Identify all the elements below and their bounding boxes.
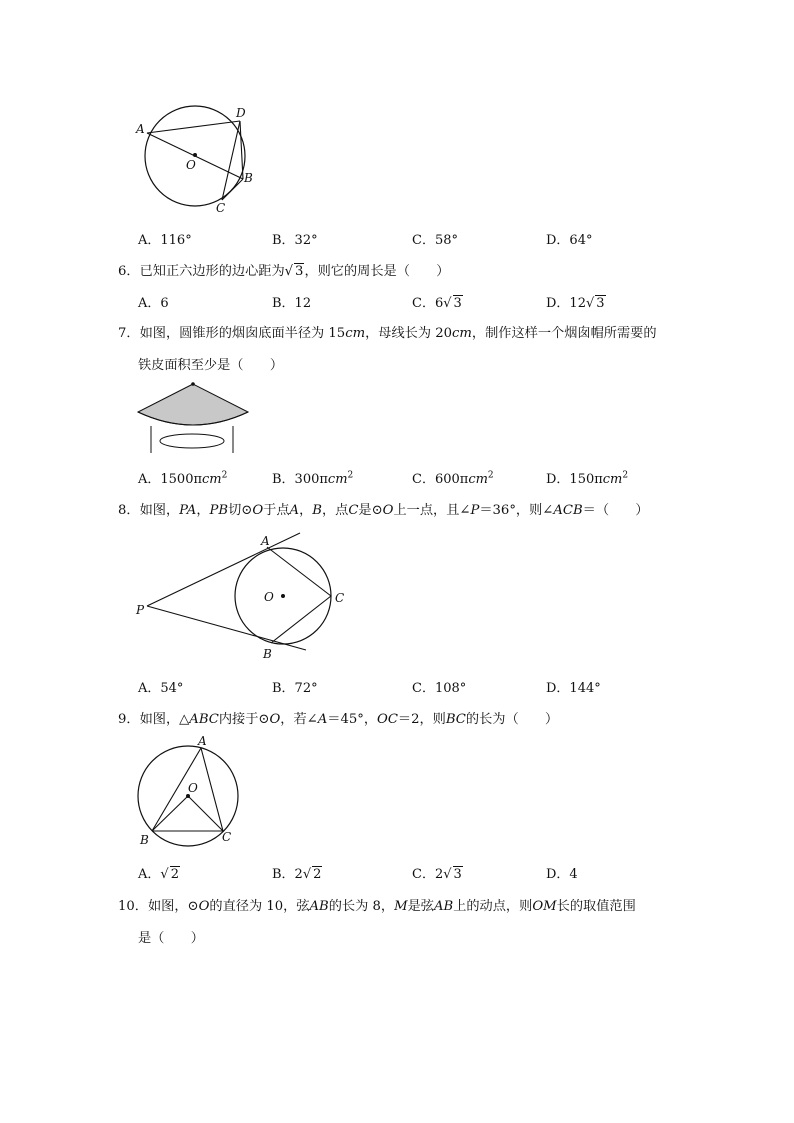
q10-t1: 10．如图，⊙	[118, 899, 199, 914]
q7-option-b-exp: 2	[347, 470, 354, 481]
q8-chord-ac	[267, 547, 331, 596]
q5-label-d: D	[236, 106, 246, 120]
q6-option-d-radicand: 3	[596, 296, 605, 311]
q5-center-point	[193, 153, 197, 157]
q8-c: C	[348, 503, 359, 518]
q6-text-post: ，则它的周长是（ ）	[304, 264, 450, 279]
q9-o: O	[269, 712, 281, 727]
q10-ab1: AB	[309, 899, 329, 914]
q10-ab2: AB	[433, 899, 454, 914]
q7-option-d-exp: 2	[622, 470, 629, 481]
q9-radius-oc	[188, 796, 223, 831]
q8-a: A	[289, 503, 300, 518]
q8-tangent-figure	[130, 525, 360, 665]
q8-p: P	[470, 503, 480, 518]
q8-t7: ＝36°，则∠	[479, 503, 554, 518]
q5-option-c: C．58°	[412, 233, 458, 248]
q8-o2: O	[382, 503, 394, 518]
q9-label-c: C	[222, 830, 232, 844]
q5-label-b: B	[244, 171, 253, 185]
q7-unit-2: cm	[452, 326, 472, 341]
q8-acb: ACB	[553, 503, 583, 518]
q8-pb: PB	[209, 503, 229, 518]
q10-t5: 上的动点，则	[453, 899, 533, 914]
q8-tangent-pb	[147, 606, 306, 650]
q7-apex-point	[191, 382, 195, 386]
q9-t6: 的长为（ ）	[465, 712, 559, 727]
q8-option-b: B．72°	[272, 681, 318, 696]
q9-a: A	[317, 712, 328, 727]
q9-option-a-sqrt: √ 2	[160, 867, 179, 882]
q9-t5: ＝2，则	[397, 712, 446, 727]
q6-option-c	[412, 292, 463, 311]
q8-chord-bc	[271, 596, 331, 643]
q8-label-a: A	[261, 534, 270, 548]
q9-abc: ABC	[189, 712, 219, 727]
q5-label-c: C	[216, 201, 226, 215]
q6-option-c-pre: C．6	[412, 296, 444, 311]
q6-option-d-pre: D．12	[546, 296, 586, 311]
q8-sep2: ，	[299, 503, 313, 518]
q8-t2: 切⊙	[228, 503, 253, 518]
q9-t4: ＝45°，	[327, 712, 378, 727]
q7-option-c-exp: 2	[487, 470, 494, 481]
q6-option-c-radicand: 3	[453, 296, 462, 311]
q9-t2: 内接于⊙	[218, 712, 270, 727]
q6-sqrt: √ 3	[284, 264, 304, 279]
q6-option-b: B．12	[272, 296, 312, 311]
q9-option-b-pre: B．2	[272, 867, 303, 882]
q10-om: OM	[532, 899, 557, 914]
q8-center-point	[281, 594, 285, 598]
q8-t5: 是⊙	[358, 503, 383, 518]
q7-option-c-unit: cm	[468, 472, 488, 487]
q9-option-c-pre: C．2	[412, 867, 444, 882]
q9-t3: ，若∠	[280, 712, 318, 727]
q7-pipe-ellipse	[160, 434, 224, 448]
q5-option-a: A．116°	[138, 233, 192, 248]
q8-t4: ，点	[321, 503, 349, 518]
q5-segment-db	[240, 121, 243, 179]
q8-label-p: P	[136, 603, 145, 617]
q7-option-d-num: D．150π	[546, 472, 603, 487]
q6-option-a: A．6	[138, 296, 169, 311]
q6-option-d	[546, 292, 606, 311]
q6-option-c-sqrt: √ 3	[443, 296, 462, 311]
q6-text-pre: 6．已知正六边形的边心距为	[118, 264, 285, 279]
q9-option-b-sqrt: √ 2	[302, 867, 322, 882]
q9-side-ac	[201, 748, 223, 831]
q9-stem	[118, 708, 558, 727]
q8-label-c: C	[335, 591, 345, 605]
q9-option-d: D．4	[546, 867, 578, 882]
q9-option-a-pre: A．	[138, 867, 161, 882]
q10-stem-line2: 是（ ）	[138, 931, 204, 946]
q5-label-o: O	[186, 158, 196, 172]
q8-option-c: C．108°	[412, 681, 467, 696]
q7-stem-line2: 铁皮面积至少是（ ）	[138, 358, 284, 373]
q10-t3: 的长为 8，	[328, 899, 395, 914]
q9-oc: OC	[377, 712, 398, 727]
q7-option-a-exp: 2	[221, 470, 228, 481]
q8-option-d: D．144°	[546, 681, 601, 696]
q5-segment-dc	[222, 121, 240, 200]
q8-b: B	[312, 503, 322, 518]
q9-inscribed-triangle-figure	[130, 732, 250, 848]
q8-o1: O	[252, 503, 264, 518]
q8-label-b: B	[263, 647, 272, 661]
q9-option-c-sqrt: √ 3	[443, 867, 462, 882]
q9-option-a-radicand: 2	[170, 867, 179, 882]
q6-radicand: 3	[295, 264, 304, 279]
q9-option-a	[138, 863, 180, 882]
q6-stem	[118, 260, 450, 279]
q9-option-c	[412, 863, 463, 882]
q7-unit-1: cm	[345, 326, 366, 341]
q5-label-a: A	[136, 122, 145, 136]
q8-t6: 上一点，且∠	[393, 503, 471, 518]
q5-segment-ad	[147, 121, 240, 133]
q9-option-b	[272, 863, 322, 882]
q7-chimney-cap-figure	[136, 380, 252, 456]
q10-t6: 长的取值范围	[556, 899, 636, 914]
q9-option-c-radicand: 3	[453, 867, 462, 882]
q6-option-d-sqrt: √ 3	[585, 296, 605, 311]
q9-option-b-radicand: 2	[313, 867, 322, 882]
q9-label-a: A	[198, 734, 207, 748]
q7-stem-line1	[118, 322, 657, 341]
q8-t8: ＝（ ）	[582, 503, 649, 518]
q9-label-b: B	[140, 833, 149, 847]
q7-text-b: ，母线长为 20	[365, 326, 453, 341]
q8-pa: PA	[179, 503, 197, 518]
q7-option-a-unit: cm	[202, 472, 222, 487]
q7-option-c-num: C．600π	[412, 472, 469, 487]
q7-option-a-num: A．1500π	[138, 472, 203, 487]
q7-option-d	[546, 468, 628, 487]
q9-bc: BC	[445, 712, 466, 727]
q8-tangent-pa	[147, 533, 300, 606]
q7-option-b-unit: cm	[327, 472, 348, 487]
q8-sep1: ，	[196, 503, 210, 518]
q8-label-o: O	[264, 590, 274, 604]
q9-label-o: O	[188, 781, 198, 795]
q8-t1: 8．如图，	[118, 503, 180, 518]
q7-option-b-num: B．300π	[272, 472, 328, 487]
q7-text-c: ，制作这样一个烟囱帽所需要的	[471, 326, 657, 341]
q7-text-a: 7．如图，圆锥形的烟囱底面半径为 15	[118, 326, 346, 341]
q7-option-b	[272, 468, 353, 487]
q9-t1: 9．如图，△	[118, 712, 190, 727]
q5-option-b: B．32°	[272, 233, 318, 248]
q5-circle-figure	[130, 100, 270, 220]
q8-stem	[118, 499, 649, 518]
q7-option-c	[412, 468, 494, 487]
q7-option-a	[138, 468, 227, 487]
q8-option-a: A．54°	[138, 681, 184, 696]
q10-o: O	[198, 899, 210, 914]
q8-t3: 于点	[263, 503, 290, 518]
q10-t2: 的直径为 10，弦	[209, 899, 310, 914]
q10-stem-line1	[118, 895, 636, 914]
q5-option-d: D．64°	[546, 233, 593, 248]
q7-option-d-unit: cm	[602, 472, 623, 487]
q5-segment-cb	[222, 179, 243, 200]
q10-t4: 是弦	[407, 899, 434, 914]
q10-m: M	[394, 899, 408, 914]
